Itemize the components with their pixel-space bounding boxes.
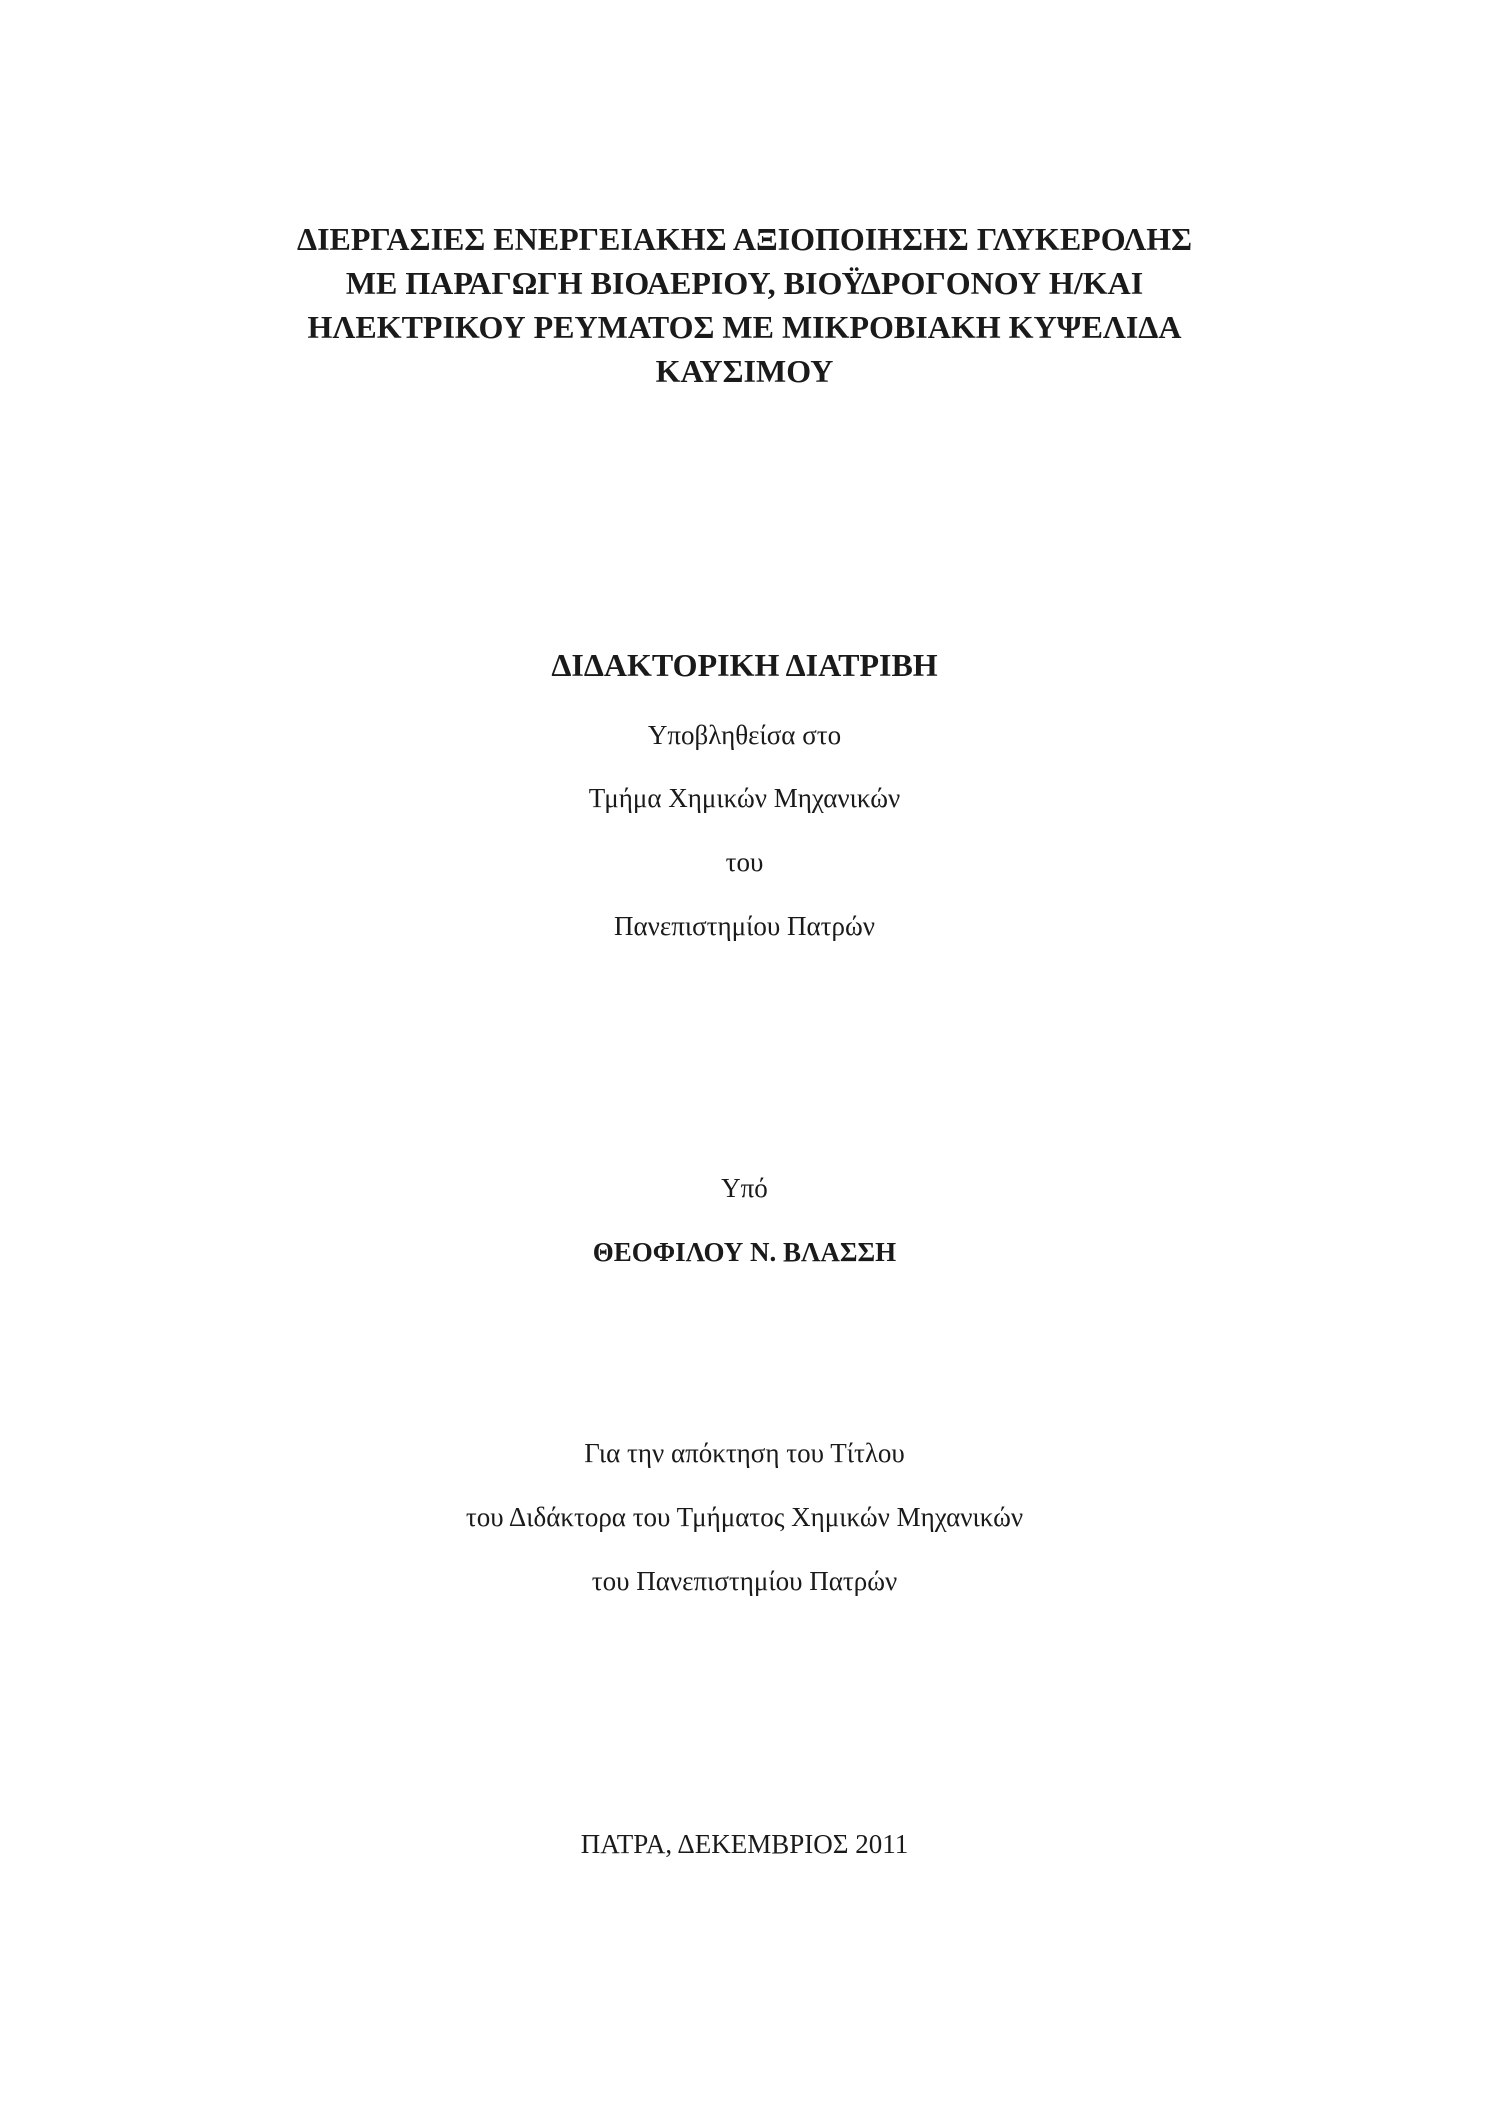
university-name: Πανεπιστημίου Πατρών	[614, 911, 875, 941]
thesis-title-line-3: ΗΛΕΚΤΡΙΚΟΥ ΡΕΥΜΑΤΟΣ ΜΕ ΜΙΚΡΟΒΙΑΚΗ ΚΥΨΕΛΙΔΑ	[307, 309, 1182, 345]
purpose-line-3: του Πανεπιστημίου Πατρών	[591, 1566, 898, 1596]
purpose-line-2: του Διδάκτορα του Τμήματος Χημικών Μηχανικών	[465, 1502, 1024, 1532]
author-name: ΘΕΟΦΙΛΟΥ Ν. ΒΛΑΣΣΗ	[592, 1237, 897, 1267]
thesis-type-heading: ΔΙΔΑΚΤΟΡΙΚΗ ΔΙΑΤΡΙΒΗ	[551, 647, 938, 683]
submitted-label: Υποβληθείσα στο	[647, 720, 842, 750]
thesis-title-line-1: ΔΙΕΡΓΑΣΙΕΣ ΕΝΕΡΓΕΙΑΚΗΣ ΑΞΙΟΠΟΙΗΣΗΣ ΓΛΥΚΕΡΟΛΗΣ	[297, 221, 1192, 257]
department-name: Τμήμα Χημικών Μηχανικών	[588, 783, 901, 813]
place-date: ΠΑΤΡΑ, ΔΕΚΕΜΒΡΙΟΣ 2011	[580, 1829, 909, 1859]
by-label: Υπό	[721, 1173, 768, 1203]
thesis-title-line-4: ΚΑΥΣΙΜΟΥ	[655, 353, 834, 389]
thesis-title-line-2: ΜΕ ΠΑΡΑΓΩΓΗ ΒΙΟΑΕΡΙΟΥ, ΒΙΟΫΔΡΟΓΟΝΟΥ Η/ΚΑΙ	[345, 265, 1144, 301]
purpose-line-1: Για την απόκτηση του Τίτλου	[584, 1438, 905, 1468]
of-label: του	[725, 847, 764, 877]
